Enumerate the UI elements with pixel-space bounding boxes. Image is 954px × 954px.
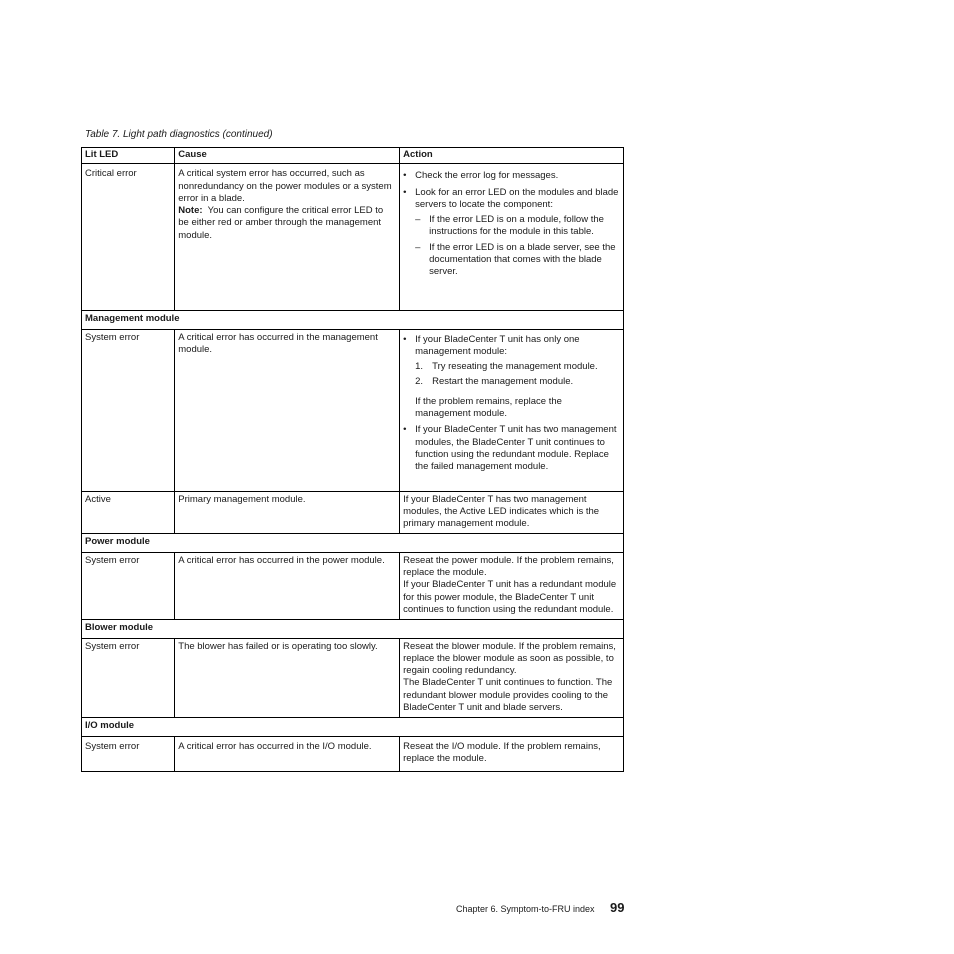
step-number: 2. <box>415 376 424 388</box>
step-text: Restart the management module. <box>432 376 574 388</box>
led-cell: Active <box>82 491 175 534</box>
footer-chapter: Chapter 6. Symptom-to-FRU index <box>456 904 595 914</box>
section-title: Blower module <box>82 620 624 638</box>
led-cell: System error <box>82 638 175 718</box>
note-text: You can configure the critical error LED to be either red or amber through the management module. <box>178 205 384 241</box>
section-row <box>82 311 624 329</box>
action-bullet-text: If your BladeCenter T unit has only one management module: <box>415 333 580 357</box>
action-paragraph: If the problem remains, replace the management module. <box>415 395 562 420</box>
bullet-marker: • <box>403 333 407 345</box>
list-item <box>415 214 620 239</box>
cause-cell: A critical error has occurred in the power module. <box>175 552 400 619</box>
dash-marker: – <box>415 241 421 253</box>
step-text: Try reseating the management module. <box>432 361 598 373</box>
action-paragraph: The BladeCenter T unit continues to function. The redundant blower module provides cooling to the BladeCenter T unit and blade servers. <box>403 677 613 714</box>
action-paragraph: If your BladeCenter T unit has a redundant module for this power module, the BladeCenter T unit continues to function using the redundant module. <box>403 579 617 615</box>
action-cell <box>400 329 624 491</box>
list-item <box>403 424 620 473</box>
action-sub-text: If the error LED is on a blade server, see the documentation that comes with the blade server. <box>429 241 616 278</box>
table-header-row <box>82 148 624 164</box>
action-bullet-text: Look for an error LED on the modules and blade servers to locate the component: <box>415 186 619 210</box>
section-title: Management module <box>82 311 624 329</box>
list-item <box>403 170 620 182</box>
step-number: 1. <box>415 361 424 373</box>
bullet-marker: • <box>403 424 407 436</box>
action-bullet-text: If your BladeCenter T unit has two management modules, the BladeCenter T unit continues to function using the redundant module. Replace the failed management module. <box>415 424 617 473</box>
table-row <box>82 552 624 619</box>
bullet-marker: • <box>403 186 407 198</box>
list-item <box>415 361 620 373</box>
page-number: 99 <box>610 900 625 915</box>
list-item <box>403 187 620 212</box>
header-action: Action <box>400 148 624 164</box>
list-item <box>403 334 620 359</box>
light-path-table <box>81 147 624 772</box>
action-cell: Reseat the I/O module. If the problem remains, replace the module. <box>400 736 624 772</box>
table-row <box>82 638 624 718</box>
led-cell: System error <box>82 329 175 491</box>
section-title: I/O module <box>82 718 624 736</box>
table-row <box>82 329 624 491</box>
section-row <box>82 620 624 638</box>
cause-cell: The blower has failed or is operating too slowly. <box>175 638 400 718</box>
table-row <box>82 736 624 772</box>
list-item <box>415 376 620 388</box>
table-caption: Table 7. Light path diagnostics (continued) <box>85 129 273 140</box>
table-row <box>82 164 624 311</box>
cause-cell: A critical error has occurred in the management module. <box>175 329 400 491</box>
action-cell <box>400 552 624 619</box>
cause-text: A critical system error has occurred, such as nonredundancy on the power modules or a system error in a blade. <box>178 168 392 204</box>
led-cell: System error <box>82 736 175 772</box>
section-row <box>82 534 624 552</box>
led-cell: Critical error <box>82 164 175 311</box>
section-title: Power module <box>82 534 624 552</box>
cause-cell <box>175 164 400 311</box>
cause-cell: Primary management module. <box>175 491 400 534</box>
list-item <box>415 242 620 279</box>
action-cell <box>400 638 624 718</box>
table-row <box>82 491 624 534</box>
dash-marker: – <box>415 214 421 226</box>
action-paragraph: Reseat the power module. If the problem remains, replace the module. <box>403 554 614 579</box>
note-label: Note: <box>178 205 203 217</box>
cause-cell: A critical error has occurred in the I/O module. <box>175 736 400 772</box>
header-cause: Cause <box>175 148 400 164</box>
action-paragraph: Reseat the blower module. If the problem remains, replace the blower module as soon as possible, to regain cooling redundancy. <box>403 640 616 677</box>
section-row <box>82 718 624 736</box>
action-cell <box>400 164 624 311</box>
led-cell: System error <box>82 552 175 619</box>
action-cell: If your BladeCenter T has two management modules, the Active LED indicates which is the primary management module. <box>400 491 624 534</box>
action-bullet-text: Check the error log for messages. <box>415 170 559 182</box>
action-sub-text: If the error LED is on a module, follow the instructions for the module in this table. <box>429 214 604 238</box>
bullet-marker: • <box>403 170 407 182</box>
header-lit-led: Lit LED <box>82 148 175 164</box>
